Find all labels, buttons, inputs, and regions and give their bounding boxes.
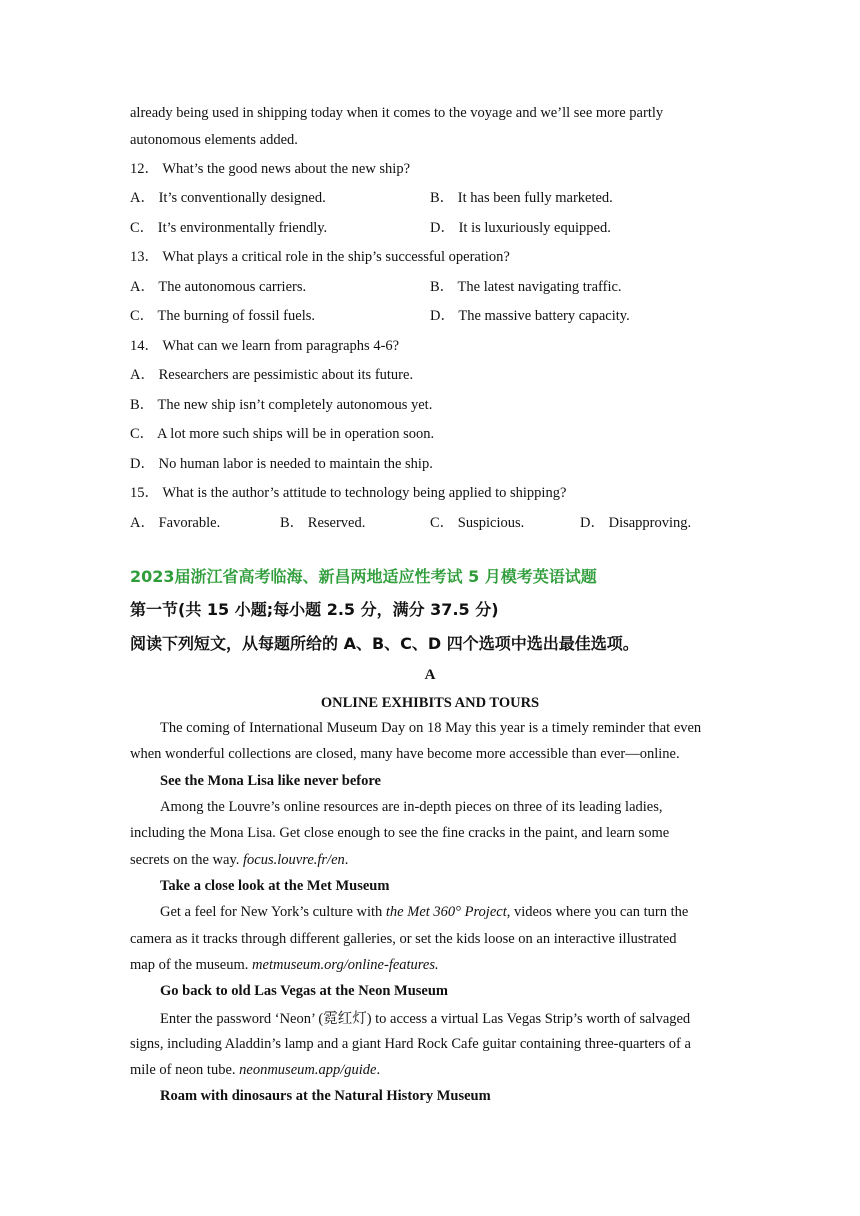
document-page [130,100,730,1110]
intro-line-2: autonomous elements added. [130,131,298,148]
met-line-1-a: Get a feel for New York’s culture with [160,904,386,921]
q12-option-d: D． It is luxuriously equipped. [430,219,611,236]
q13-option-a: A． The autonomous carriers. [130,278,307,295]
exam-title: 2023届浙江省高考临海、新昌两地适应性考试 5 月模考英语试题 [130,567,597,586]
q15-option-b: B． Reserved. [280,514,366,531]
q15-option-d: D． Disapproving. [580,514,692,531]
met-line-3-text: map of the museum. [130,956,253,973]
section-heading-dinosaurs: Roam with dinosaurs at the Natural History Museum [160,1088,491,1105]
q13-option-d: D． The massive battery capacity. [430,308,630,325]
q12-option-c: C． It’s environmentally friendly. [130,219,328,236]
question-13-stem: 13． What plays a critical role in the ship’s successful operation? [130,249,510,266]
neon-line-3-end: . [376,1062,381,1078]
met-line-1-b: , videos where you can turn the [506,904,689,921]
met-url: metmuseum.org/online-features. [252,956,439,973]
met-line-2: camera as it tracks through different galleries, or set the kids loose on an interactive illustrated [130,930,677,947]
neon-url: neonmuseum.app/guide [239,1062,377,1078]
question-12-options-row-2 [130,213,730,243]
question-15-options-row [130,508,730,538]
section-header: 第一节(共 15 小题;每小题 2.5 分，满分 37.5 分) [130,600,499,619]
section-heading-mona-lisa: See the Mona Lisa like never before [160,772,381,789]
neon-line-1: Enter the password ‘Neon’ (霓红灯) to access a virtual Las Vegas Strip’s worth of salvaged [160,1011,691,1028]
passage-letter: A [424,666,436,683]
neon-line-2: signs, including Aladdin’s lamp and a giant Hard Rock Cafe guitar containing three-quarters of a [130,1035,691,1052]
louvre-line-1: Among the Louvre’s online resources are in-depth pieces on three of its leading ladies, [160,799,663,816]
q12-option-a: A． It’s conventionally designed. [130,190,326,207]
section-heading-neon: Go back to old Las Vegas at the Neon Museum [160,983,449,1000]
q13-option-b: B． The latest navigating traffic. [430,278,622,295]
q15-option-c: C． Suspicious. [430,514,525,531]
louvre-line-3 [130,847,730,873]
q13-option-c: C． The burning of fossil fuels. [130,308,315,325]
louvre-line-3-text: secrets on the way. [130,851,244,868]
section-heading-met: Take a close look at the Met Museum [160,877,390,894]
met-line-3 [130,952,730,978]
question-14-stem: 14． What can we learn from paragraphs 4-6? [130,337,400,354]
met-project-title: the Met 360° Project [385,904,507,921]
q14-option-c: C． A lot more such ships will be in operation soon. [130,426,435,443]
question-13-options-row-1 [130,272,730,302]
louvre-url: focus.louvre.fr/en [243,851,345,868]
louvre-line-3-end: . [344,851,349,868]
neon-line-3-text: mile of neon tube. [130,1062,240,1078]
q14-option-d: D． No human labor is needed to maintain the ship. [130,455,433,472]
q14-option-a: A． Researchers are pessimistic about its future. [130,367,414,384]
q15-option-a: A． Favorable. [130,514,221,531]
met-line-1 [130,900,730,926]
question-13-options-row-2 [130,302,730,332]
louvre-line-2: including the Mona Lisa. Get close enough to see the fine cracks in the paint, and learn some [130,825,670,842]
neon-line-3 [130,1057,730,1083]
passage-title: ONLINE EXHIBITS AND TOURS [320,694,540,711]
q14-option-b: B． The new ship isn’t completely autonomous yet. [130,396,433,413]
instructions: 阅读下列短文，从每题所给的 A、B、C、D 四个选项中选出最佳选项。 [130,634,639,653]
question-12-options-row-1 [130,184,730,214]
q12-option-b: B． It has been fully marketed. [430,190,613,207]
passage-p1-line-1: The coming of International Museum Day on 18 May this year is a timely reminder that even [160,720,702,737]
question-15-stem: 15． What is the author’s attitude to technology being applied to shipping? [130,485,567,502]
intro-line-1: already being used in shipping today when it comes to the voyage and we’ll see more partly [130,104,664,121]
question-12-stem: 12． What’s the good news about the new ship? [130,160,411,177]
passage-p1-line-2: when wonderful collections are closed, many have become more accessible than ever—online. [130,746,680,763]
